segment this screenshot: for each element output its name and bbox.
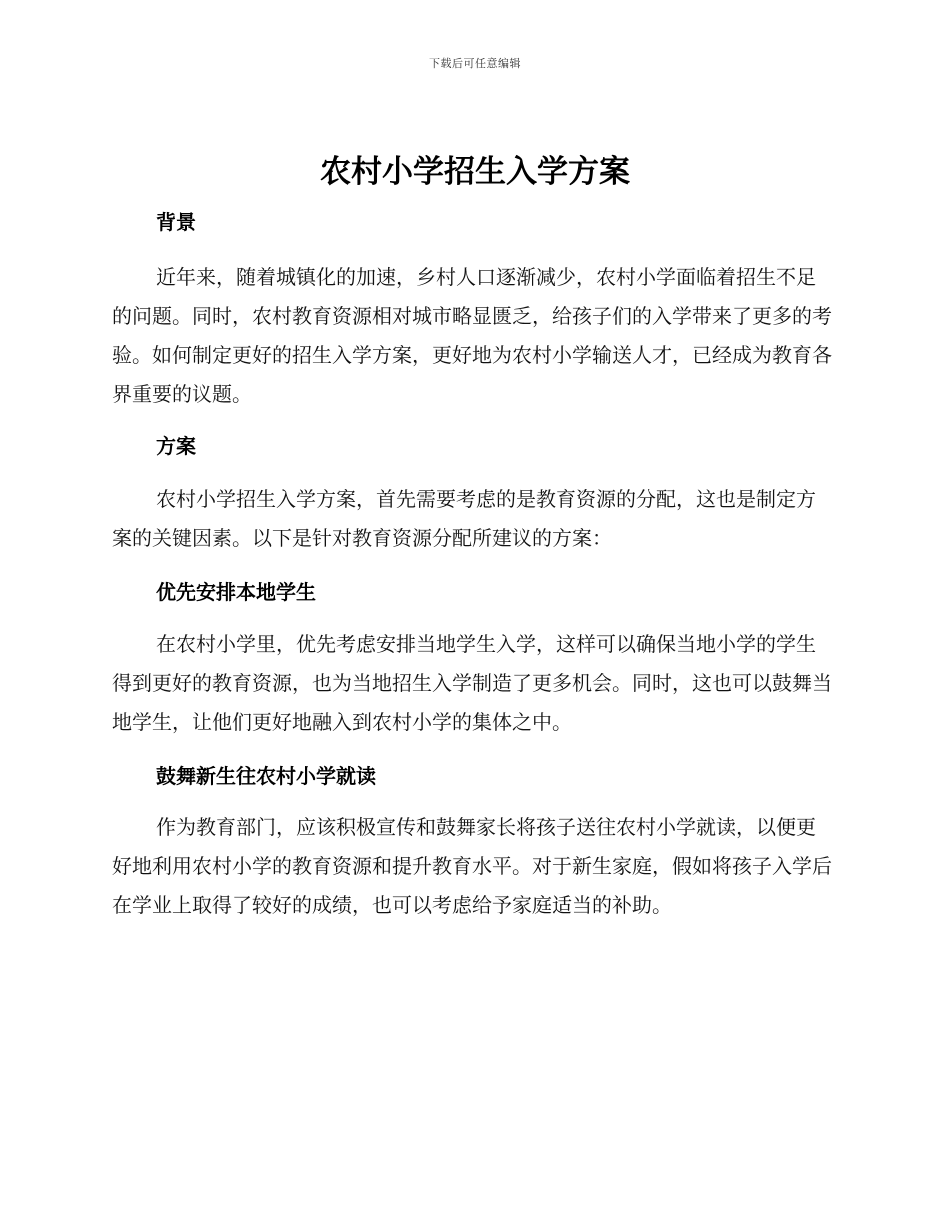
document-title: 农村小学招生入学方案 — [320, 154, 630, 190]
section-heading-encourage-enrollment: 鼓舞新生往农村小学就读 — [156, 764, 376, 788]
paragraph-encourage-enrollment: 作为教育部门，应该积极宣传和鼓舞家长将孩子送往农村小学就读，以便更好地利用农村小学的教育资源和提升教育水平。对于新生家庭，假如将孩子入学后在学业上取得了较好的成绩，也可以考虑给予家庭适当的补助。 — [112, 815, 832, 917]
section-heading-background: 背景 — [156, 210, 196, 234]
header-note: 下载后可任意编辑 — [429, 57, 521, 70]
document-body — [112, 200, 832, 925]
paragraph-background: 近年来，随着城镇化的加速，乡村人口逐渐减少，农村小学面临着招生不足的问题。同时，农村教育资源相对城市略显匮乏，给孩子们的入学带来了更多的考验。如何制定更好的招生入学方案，更好地为农村小学输送人才，已经成为教育各界重要的议题。 — [112, 265, 832, 406]
paragraph-plan: 农村小学招生入学方案，首先需要考虑的是教育资源的分配，这也是制定方案的关键因素。以下是针对教育资源分配所建议的方案： — [112, 487, 816, 550]
paragraph-local-students: 在农村小学里，优先考虑安排当地学生入学，这样可以确保当地小学的学生得到更好的教育资源，也为当地招生入学制造了更多机会。同时，这也可以鼓舞当地学生，让他们更好地融入到农村小学的集体之中。 — [112, 632, 832, 734]
section-heading-plan: 方案 — [156, 434, 196, 458]
section-heading-local-students: 优先安排本地学生 — [156, 580, 316, 604]
